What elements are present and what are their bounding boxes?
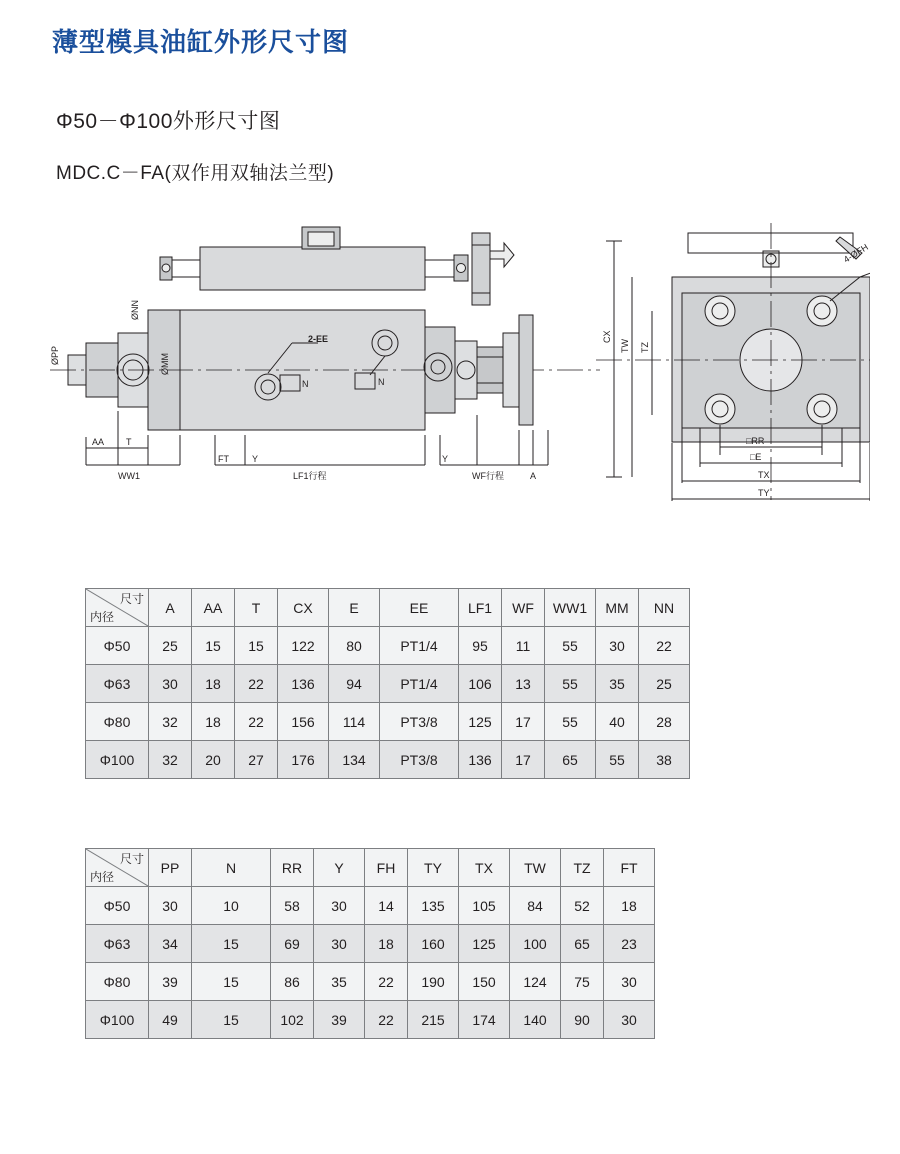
label-y1: Y bbox=[252, 454, 259, 464]
cell: 55 bbox=[545, 627, 596, 665]
table-row bbox=[86, 1001, 655, 1039]
cell: 22 bbox=[639, 627, 690, 665]
label-cx: CX bbox=[602, 330, 612, 343]
cell: 102 bbox=[271, 1001, 314, 1039]
label-nn: ØNN bbox=[130, 300, 140, 320]
subtitle-dimension-range: Φ50－Φ100外形尺寸图 bbox=[56, 110, 281, 133]
label-aa: AA bbox=[92, 437, 105, 447]
cell: 49 bbox=[149, 1001, 192, 1039]
cell: 35 bbox=[314, 963, 365, 1001]
cell: 25 bbox=[149, 627, 192, 665]
row-bore-label: Φ80 bbox=[86, 963, 149, 1001]
row-bore-label: Φ100 bbox=[86, 1001, 149, 1039]
cell: 105 bbox=[459, 887, 510, 925]
row-bore-label: Φ80 bbox=[86, 703, 149, 741]
cell: 32 bbox=[149, 703, 192, 741]
col-header-pp: PP bbox=[149, 849, 192, 887]
col-header-lf1: LF1 bbox=[459, 589, 502, 627]
corner-label-dimension: 尺寸 bbox=[119, 592, 144, 606]
technical-drawing bbox=[40, 215, 870, 545]
table-row bbox=[86, 963, 655, 1001]
cell: 13 bbox=[502, 665, 545, 703]
table-header-row bbox=[86, 849, 655, 887]
cell: 94 bbox=[329, 665, 380, 703]
cell: 38 bbox=[639, 741, 690, 779]
cell: 30 bbox=[149, 887, 192, 925]
label-e: □E bbox=[750, 452, 762, 462]
cell: 136 bbox=[278, 665, 329, 703]
cell: 58 bbox=[271, 887, 314, 925]
dimension-table-1 bbox=[85, 588, 690, 779]
cell: 135 bbox=[408, 887, 459, 925]
col-header-wf: WF bbox=[502, 589, 545, 627]
row-bore-label: Φ63 bbox=[86, 925, 149, 963]
label-ft: FT bbox=[218, 454, 229, 464]
label-tw: TW bbox=[620, 339, 630, 353]
col-header-mm: MM bbox=[596, 589, 639, 627]
corner-label-bore: 内径 bbox=[90, 610, 115, 624]
col-header-cx: CX bbox=[278, 589, 329, 627]
table-row bbox=[86, 627, 690, 665]
label-y2: Y bbox=[442, 454, 449, 464]
cell: 30 bbox=[596, 627, 639, 665]
corner-label-bore: 内径 bbox=[90, 870, 115, 884]
row-bore-label: Φ50 bbox=[86, 627, 149, 665]
cell: 22 bbox=[365, 1001, 408, 1039]
cell: 124 bbox=[510, 963, 561, 1001]
col-header-ty: TY bbox=[408, 849, 459, 887]
cell: 39 bbox=[314, 1001, 365, 1039]
cell: 122 bbox=[278, 627, 329, 665]
cell: 15 bbox=[192, 925, 271, 963]
cell: 30 bbox=[604, 963, 655, 1001]
cell: 15 bbox=[192, 963, 271, 1001]
table-row bbox=[86, 887, 655, 925]
corner-header-cell bbox=[86, 589, 149, 627]
cell: 65 bbox=[545, 741, 596, 779]
row-bore-label: Φ100 bbox=[86, 741, 149, 779]
label-pp: ØPP bbox=[50, 345, 60, 365]
label-tz: TZ bbox=[640, 342, 650, 353]
cell: 55 bbox=[596, 741, 639, 779]
cell: 15 bbox=[235, 627, 278, 665]
table-row bbox=[86, 741, 690, 779]
cell: 18 bbox=[604, 887, 655, 925]
cell: 32 bbox=[149, 741, 192, 779]
cell: 140 bbox=[510, 1001, 561, 1039]
table-row bbox=[86, 665, 690, 703]
cell: 18 bbox=[192, 665, 235, 703]
cell: 136 bbox=[459, 741, 502, 779]
cell: 15 bbox=[192, 1001, 271, 1039]
row-bore-label: Φ50 bbox=[86, 887, 149, 925]
cell: 160 bbox=[408, 925, 459, 963]
col-header-aa: AA bbox=[192, 589, 235, 627]
cell: 20 bbox=[192, 741, 235, 779]
col-header-e: E bbox=[329, 589, 380, 627]
col-header-fh: FH bbox=[365, 849, 408, 887]
cell: 39 bbox=[149, 963, 192, 1001]
row-bore-label: Φ63 bbox=[86, 665, 149, 703]
label-ww1: WW1 bbox=[118, 471, 140, 481]
cell: 22 bbox=[235, 665, 278, 703]
label-ty: TY bbox=[758, 488, 770, 498]
label-wf: WF行程 bbox=[472, 471, 504, 481]
col-header-ww1: WW1 bbox=[545, 589, 596, 627]
cell: 114 bbox=[329, 703, 380, 741]
label-tx: TX bbox=[758, 470, 770, 480]
col-header-tz: TZ bbox=[561, 849, 604, 887]
cell: 190 bbox=[408, 963, 459, 1001]
col-header-n: N bbox=[192, 849, 271, 887]
cell: 84 bbox=[510, 887, 561, 925]
label-a: A bbox=[530, 471, 537, 481]
col-header-y: Y bbox=[314, 849, 365, 887]
cell: 95 bbox=[459, 627, 502, 665]
col-header-ft: FT bbox=[604, 849, 655, 887]
cell: PT1/4 bbox=[380, 627, 459, 665]
label-lf1: LF1行程 bbox=[293, 471, 327, 481]
cell: 35 bbox=[596, 665, 639, 703]
cell: 106 bbox=[459, 665, 502, 703]
table-row bbox=[86, 925, 655, 963]
cell: 14 bbox=[365, 887, 408, 925]
cell: 17 bbox=[502, 703, 545, 741]
cell: 22 bbox=[365, 963, 408, 1001]
label-n1: N bbox=[302, 379, 309, 389]
cell: 215 bbox=[408, 1001, 459, 1039]
table-row bbox=[86, 703, 690, 741]
page-title: 薄型模具油缸外形尺寸图 bbox=[52, 27, 350, 57]
cell: 28 bbox=[639, 703, 690, 741]
cell: 18 bbox=[365, 925, 408, 963]
cell: 80 bbox=[329, 627, 380, 665]
cell: 18 bbox=[192, 703, 235, 741]
cell: 22 bbox=[235, 703, 278, 741]
cell: 125 bbox=[459, 703, 502, 741]
cell: 134 bbox=[329, 741, 380, 779]
cell: 156 bbox=[278, 703, 329, 741]
col-header-tx: TX bbox=[459, 849, 510, 887]
cell: 34 bbox=[149, 925, 192, 963]
cell: 30 bbox=[604, 1001, 655, 1039]
cell: 75 bbox=[561, 963, 604, 1001]
cell: 30 bbox=[314, 925, 365, 963]
label-t: T bbox=[126, 437, 132, 447]
cell: 52 bbox=[561, 887, 604, 925]
cell: PT3/8 bbox=[380, 703, 459, 741]
col-header-t: T bbox=[235, 589, 278, 627]
subtitle-model-code: MDC.C－FA(双作用双轴法兰型) bbox=[56, 163, 335, 184]
col-header-a: A bbox=[149, 589, 192, 627]
cell: 176 bbox=[278, 741, 329, 779]
label-n2: N bbox=[378, 377, 385, 387]
label-ee: 2-EE bbox=[308, 334, 329, 344]
cell: 174 bbox=[459, 1001, 510, 1039]
cell: 69 bbox=[271, 925, 314, 963]
cell: 25 bbox=[639, 665, 690, 703]
corner-label-dimension: 尺寸 bbox=[119, 852, 144, 866]
cell: 23 bbox=[604, 925, 655, 963]
cell: 100 bbox=[510, 925, 561, 963]
cell: 55 bbox=[545, 665, 596, 703]
cell: 55 bbox=[545, 703, 596, 741]
dimension-table-2 bbox=[85, 848, 655, 1039]
col-header-rr: RR bbox=[271, 849, 314, 887]
cell: 27 bbox=[235, 741, 278, 779]
cell: 30 bbox=[149, 665, 192, 703]
cell: 10 bbox=[192, 887, 271, 925]
cell: PT1/4 bbox=[380, 665, 459, 703]
table-header-row bbox=[86, 589, 690, 627]
col-header-tw: TW bbox=[510, 849, 561, 887]
cell: 40 bbox=[596, 703, 639, 741]
cell: 90 bbox=[561, 1001, 604, 1039]
cell: 150 bbox=[459, 963, 510, 1001]
corner-header-cell bbox=[86, 849, 149, 887]
cell: PT3/8 bbox=[380, 741, 459, 779]
cell: 17 bbox=[502, 741, 545, 779]
cell: 125 bbox=[459, 925, 510, 963]
cell: 65 bbox=[561, 925, 604, 963]
label-mm: ØMM bbox=[160, 353, 170, 375]
cell: 30 bbox=[314, 887, 365, 925]
col-header-nn: NN bbox=[639, 589, 690, 627]
cell: 15 bbox=[192, 627, 235, 665]
col-header-ee: EE bbox=[380, 589, 459, 627]
cell: 11 bbox=[502, 627, 545, 665]
label-rr: □RR bbox=[746, 436, 765, 446]
label-fh: 4-ØFH bbox=[841, 241, 870, 265]
cell: 86 bbox=[271, 963, 314, 1001]
